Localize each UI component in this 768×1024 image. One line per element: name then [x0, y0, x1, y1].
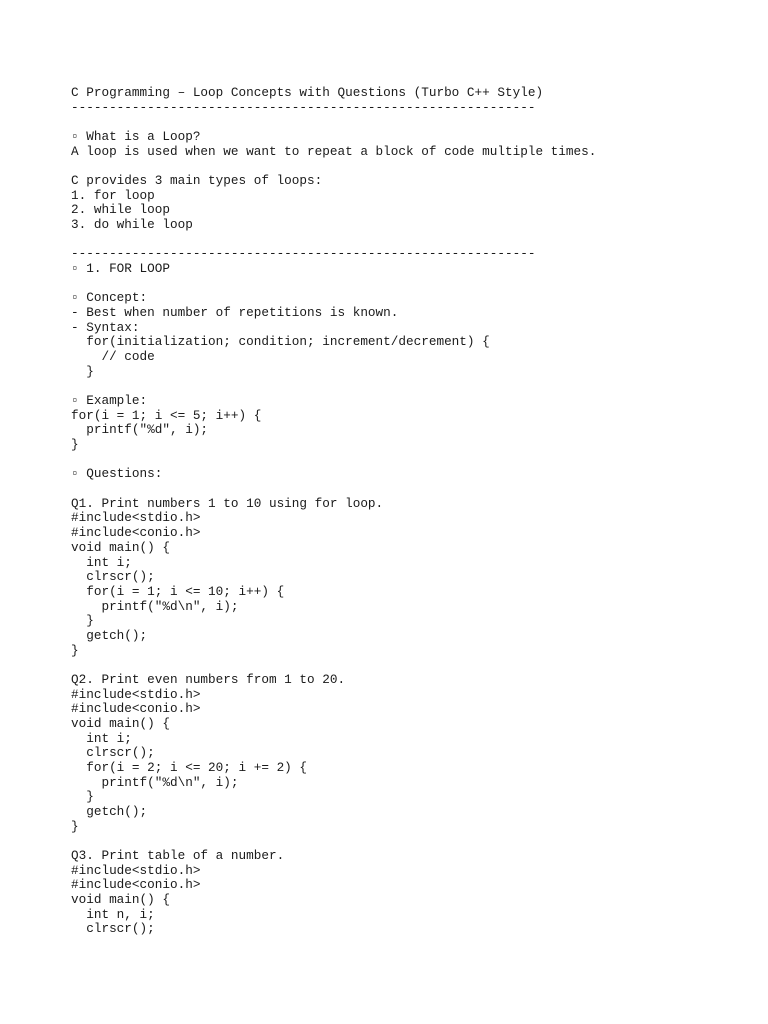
text-line: } — [71, 437, 79, 453]
text-line: clrscr(); — [71, 745, 155, 761]
question-heading: Q2. Print even numbers from 1 to 20. — [71, 671, 346, 687]
text-line: #include<conio.h> — [71, 701, 201, 717]
text-line: } — [71, 363, 94, 379]
blank-line — [71, 453, 751, 468]
text-line: C provides 3 main types of loops: — [71, 173, 323, 189]
section-heading: ▫ Concept: — [71, 290, 148, 306]
blank-line — [71, 277, 751, 292]
separator-line: ------------------------------------------------------------- — [71, 99, 536, 115]
separator-line: ------------------------------------------------------------- — [71, 246, 536, 262]
blank-line — [71, 482, 751, 497]
text-line: for(initialization; condition; increment/decrement) { — [71, 334, 490, 350]
text-line: getch(); — [71, 803, 148, 819]
blank-line — [71, 115, 751, 130]
text-line: 2. while loop — [71, 202, 170, 218]
text-line: #include<conio.h> — [71, 525, 201, 541]
text-line: #include<conio.h> — [71, 877, 201, 893]
document-title: C Programming – Loop Concepts with Questions (Turbo C++ Style) — [71, 85, 544, 100]
question-heading: Q3. Print table of a number. — [71, 847, 285, 863]
text-line: A loop is used when we want to repeat a block of code multiple times. — [71, 143, 597, 159]
question-heading: Q1. Print numbers 1 to 10 using for loop. — [71, 495, 384, 511]
text-line: int n, i; — [71, 906, 155, 922]
text-line: void main() { — [71, 891, 170, 907]
text-line: 3. do while loop — [71, 217, 193, 233]
section-heading: ▫ Questions: — [71, 466, 163, 482]
text-line: // code — [71, 349, 155, 365]
blank-line — [71, 233, 751, 248]
text-line: for(i = 1; i <= 5; i++) { — [71, 407, 262, 423]
text-line: for(i = 1; i <= 10; i++) { — [71, 583, 285, 599]
text-line: - Syntax: — [71, 319, 140, 335]
text-line: #include<stdio.h> — [71, 686, 201, 702]
text-line: - Best when number of repetitions is known. — [71, 305, 399, 321]
text-line: #include<stdio.h> — [71, 510, 201, 526]
text-line: getch(); — [71, 627, 148, 643]
text-line: } — [71, 613, 94, 629]
document-body — [71, 86, 751, 937]
text-line: } — [71, 818, 79, 834]
text-line: } — [71, 789, 94, 805]
text-line: clrscr(); — [71, 921, 155, 937]
text-line: printf("%d\n", i); — [71, 774, 239, 790]
text-line: void main() { — [71, 539, 170, 555]
text-line: for(i = 2; i <= 20; i += 2) { — [71, 759, 308, 775]
text-line: int i; — [71, 554, 132, 570]
text-line: 1. for loop — [71, 187, 155, 203]
blank-line — [71, 834, 751, 849]
blank-line — [71, 658, 751, 673]
blank-line — [71, 159, 751, 174]
text-line: printf("%d", i); — [71, 422, 209, 438]
text-line: #include<stdio.h> — [71, 862, 201, 878]
section-heading: ▫ 1. FOR LOOP — [71, 261, 170, 277]
text-line: clrscr(); — [71, 569, 155, 585]
text-line: printf("%d\n", i); — [71, 598, 239, 614]
section-heading: ▫ Example: — [71, 393, 148, 409]
blank-line — [71, 379, 751, 394]
section-heading: ▫ What is a Loop? — [71, 129, 201, 145]
text-line: int i; — [71, 730, 132, 746]
text-line: void main() { — [71, 715, 170, 731]
text-line: } — [71, 642, 79, 658]
